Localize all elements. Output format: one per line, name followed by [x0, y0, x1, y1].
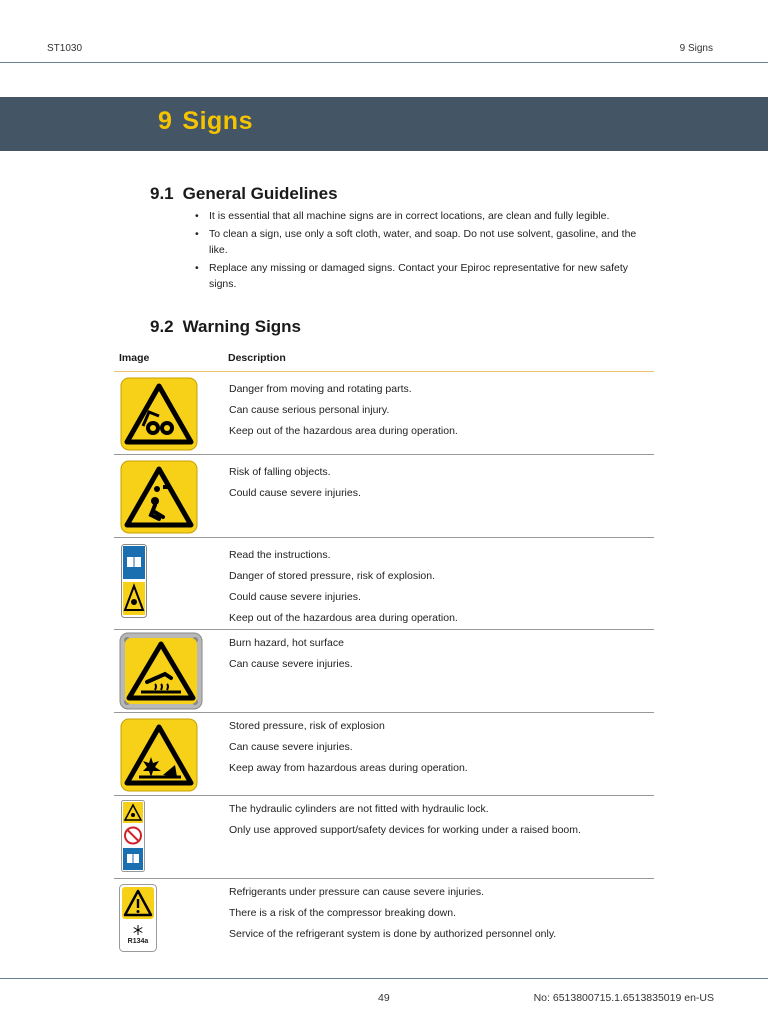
table-row	[114, 455, 654, 537]
chapter-number: 9	[158, 107, 173, 135]
table-row	[114, 630, 654, 712]
refrigerant-sign-label: R134a	[127, 938, 149, 945]
document-number: No: 6513800715.1.6513835019 en-US	[533, 992, 714, 1004]
row-description	[229, 799, 649, 841]
stored-pressure-warning-icon	[114, 713, 224, 793]
description-line: Refrigerants under pressure can cause severe injuries.	[229, 886, 485, 898]
column-header-image: Image	[119, 352, 150, 364]
refrigerant-warning-icon	[114, 879, 224, 952]
header-model: ST1030	[47, 43, 83, 54]
description-line: Service of the refrigerant system is done by authorized personnel only.	[229, 928, 557, 940]
list-item: • It is essential that all machine signs are in correct locations, are clean and fully legible.	[193, 208, 653, 224]
guidelines-list	[193, 208, 653, 294]
section-title-general	[150, 184, 338, 204]
description-line: Can cause severe injuries.	[229, 741, 353, 753]
description-line: Risk of falling objects.	[229, 466, 331, 478]
table-row	[114, 879, 654, 969]
section-title-text: General Guidelines	[182, 184, 338, 203]
section-title-warning	[150, 317, 301, 337]
falling-objects-warning-icon	[114, 455, 224, 535]
description-line: Could cause severe injuries.	[229, 591, 361, 603]
row-description	[229, 882, 649, 945]
description-line: There is a risk of the compressor breaking down.	[229, 907, 457, 919]
description-line: Keep out of the hazardous area during operation.	[229, 425, 458, 437]
hydraulic-lock-warning-icon	[114, 796, 224, 872]
list-item: • To clean a sign, use only a soft cloth, water, and soap. Do not use solvent, gasoline, and the like.	[193, 226, 653, 258]
chapter-title-text: Signs	[182, 107, 253, 135]
table-row	[114, 538, 654, 629]
description-line: Could cause severe injuries.	[229, 487, 361, 499]
description-line: Burn hazard, hot surface	[229, 637, 344, 649]
footer-divider	[0, 978, 768, 979]
table-row	[114, 713, 654, 795]
list-item: • Replace any missing or damaged signs. Contact your Epiroc representative for new safety signs.	[193, 260, 653, 292]
section-number: 9.2	[150, 317, 174, 336]
page-number: 49	[378, 992, 390, 1004]
description-line: Can cause severe injuries.	[229, 658, 353, 670]
description-line: Danger from moving and rotating parts.	[229, 383, 412, 395]
row-description	[229, 633, 649, 675]
chapter-banner	[0, 97, 768, 151]
section-number: 9.1	[150, 184, 174, 203]
row-description	[229, 716, 649, 779]
header-divider	[0, 62, 768, 63]
description-line: Danger of stored pressure, risk of explosion.	[229, 570, 436, 582]
read-instructions-pressure-icon	[114, 538, 224, 618]
description-line: The hydraulic cylinders are not fitted with hydraulic lock.	[229, 803, 489, 815]
table-row	[114, 372, 654, 454]
chapter-title	[158, 107, 253, 136]
row-description	[229, 545, 649, 629]
header-chapter: 9 Signs	[679, 43, 713, 54]
column-header-description: Description	[228, 352, 286, 364]
hot-surface-warning-icon	[114, 630, 224, 710]
description-line: Keep out of the hazardous area during operation.	[229, 612, 458, 624]
description-line: Stored pressure, risk of explosion	[229, 720, 385, 732]
section-title-text: Warning Signs	[182, 317, 302, 336]
row-description	[229, 379, 649, 442]
description-line: Can cause serious personal injury.	[229, 404, 390, 416]
description-line: Only use approved support/safety devices for working under a raised boom.	[229, 824, 581, 836]
moving-parts-warning-icon	[114, 372, 224, 452]
description-line: Keep away from hazardous areas during operation.	[229, 762, 468, 774]
table-row	[114, 796, 654, 878]
description-line: Read the instructions.	[229, 549, 331, 561]
row-description	[229, 462, 649, 504]
